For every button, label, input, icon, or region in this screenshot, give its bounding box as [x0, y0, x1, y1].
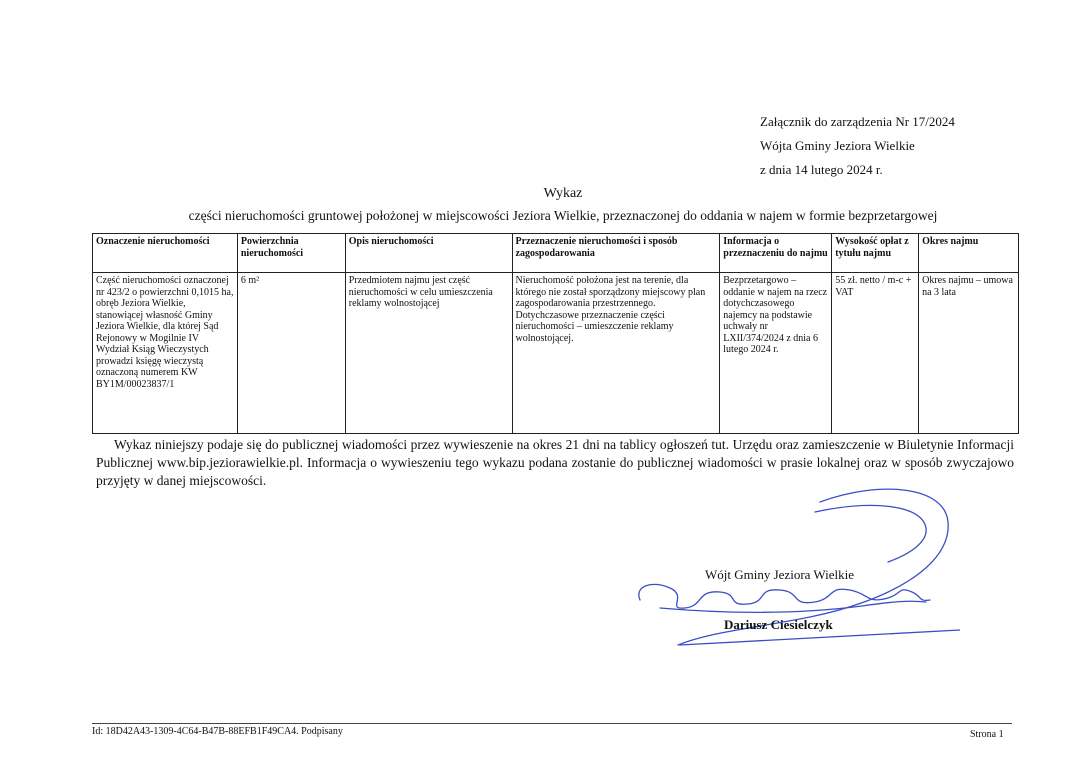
header-purpose: Przeznaczenie nieruchomości i sposób zagospodarowania — [512, 234, 720, 273]
page-number: Strona 1 — [970, 729, 1004, 740]
header-fees: Wysokość opłat z tytułu najmu — [832, 234, 919, 273]
cell-lease-period: Okres najmu – umowa na 3 lata — [919, 273, 1019, 434]
annex-line-3: z dnia 14 lutego 2024 r. — [760, 162, 883, 177]
annex-header — [760, 110, 955, 182]
signatory-title: Wójt Gminy Jeziora Wielkie — [705, 567, 855, 582]
document-id: Id: 18D42A43-1309-4C64-B47B-88EFB1F49CA4. Podpisany — [92, 726, 343, 737]
publication-notice: Wykaz niniejszy podaje się do publicznej wiadomości przez wywieszenie na okres 21 dni na tablicy ogłoszeń tut. Urzędu oraz zamieszczenie w Biuletynie Informacji Publicznej www.bip.jeziorawielkie.pl. Informacja o wywieszeniu tego wykazu podana zostanie do publicznej wiadomości w prasie lokalnej oraz w sposób zwyczajowo przyjęty w danej miejscowości. — [96, 437, 1014, 488]
cell-lease-info: Bezprzetargowo – oddanie w najem na rzecz dotychczasowego najemcy na podstawie uchwały nr LXII/374/2024 z dnia 6 lutego 2024 r. — [720, 273, 832, 434]
annex-line-2: Wójta Gminy Jeziora Wielkie — [760, 138, 915, 153]
property-table — [92, 233, 1019, 434]
signature-inner-stroke — [815, 505, 926, 562]
document-title: Wykaz — [543, 186, 583, 201]
cell-description: Przedmiotem najmu jest część nieruchomości w celu umieszczenia reklamy wolnostojącej — [345, 273, 512, 434]
table-row — [93, 273, 1019, 434]
annex-line-1: Załącznik do zarządzenia Nr 17/2024 — [760, 114, 955, 129]
cell-purpose: Nieruchomość położona jest na terenie, dla którego nie został sporządzony miejscowy plan zagospodarowania przestrzennego. Dotychczasowe przeznaczenie części nieruchomości – umieszczenie reklamy wolnostojącej. — [512, 273, 720, 434]
signature-scribble — [639, 584, 930, 608]
cell-area: 6 m² — [237, 273, 345, 434]
header-designation: Oznaczenie nieruchomości — [93, 234, 238, 273]
cell-designation: Część nieruchomości oznaczonej nr 423/2 o powierzchni 0,1015 ha, obręb Jeziora Wielkie, stanowiącej własność Gminy Jeziora Wielkie, dla której Sąd Rejonowy w Mogilnie IV Wydział Ksiąg Wieczystych prowadzi księgę wieczystą oznaczoną numerem KW BY1M/00023837/1 — [93, 273, 238, 434]
document-subtitle: części nieruchomości gruntowej położonej w miejscowości Jeziora Wielkie, przeznaczonej do oddania w najem w formie bezprzetargowej — [188, 208, 938, 223]
header-lease-info: Informacja o przeznaczeniu do najmu — [720, 234, 832, 273]
header-lease-period: Okres najmu — [919, 234, 1019, 273]
header-description: Opis nieruchomości — [345, 234, 512, 273]
signatory-name: Dariusz Ciesielczyk — [724, 617, 833, 632]
cell-fees: 55 zł. netto / m-c + VAT — [832, 273, 919, 434]
footer-divider — [92, 723, 1012, 724]
table-header-row — [93, 234, 1019, 273]
signature-underline — [660, 601, 926, 612]
header-area: Powierzchnia nieruchomości — [237, 234, 345, 273]
